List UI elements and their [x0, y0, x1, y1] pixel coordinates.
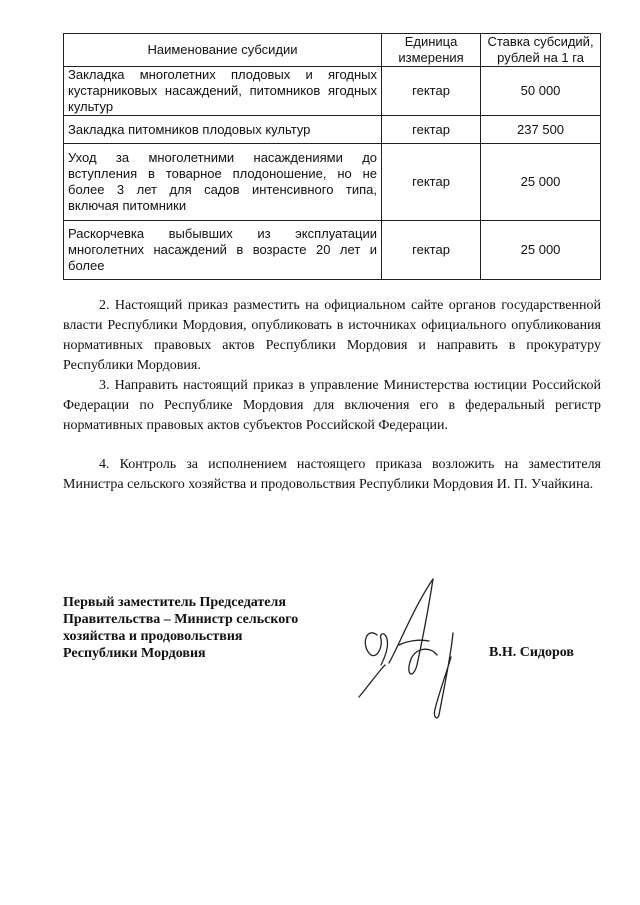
paragraph-3-text: 3. Направить настоящий приказ в управление Министерства юстиции Российской Федерации по Республике Мордовия для включения его в федеральный регистр нормативных правовых актов субъектов Российской Федерации. [63, 378, 601, 433]
table-row [64, 116, 601, 144]
header-subsidy-name: Наименование субсидии [64, 34, 382, 67]
row-unit: гектар [382, 116, 481, 144]
header-unit: Единица измерения [382, 34, 481, 67]
signatory-name: В.Н. Сидоров [489, 645, 574, 660]
row-name: Закладка многолетних плодовых и ягодных кустарниковых насаждений, питомников ягодных культур [64, 67, 382, 116]
row-name: Закладка питомников плодовых культур [64, 116, 382, 144]
row-name: Раскорчевка выбывших из эксплуатации многолетних насаждений в возрасте 20 лет и более [64, 221, 382, 280]
row-unit: гектар [382, 67, 481, 116]
signatory-title-line: Республики Мордовия [63, 646, 206, 661]
signatory-title-line: Правительства – Министр сельского [63, 612, 299, 627]
row-unit: гектар [382, 144, 481, 221]
row-rate: 50 000 [481, 67, 601, 116]
table-row [64, 144, 601, 221]
paragraph-2 [63, 296, 601, 376]
paragraph-4-text: 4. Контроль за исполнением настоящего приказа возложить на заместителя Министра сельского хозяйства и продовольствия Республики Мордовия И. П. Учайкина. [63, 457, 601, 492]
signatory-title-line: хозяйства и продовольствия [63, 629, 243, 644]
signatory-title [63, 594, 333, 662]
row-name: Уход за многолетними насаждениями до вступления в товарное плодоношение, но не более 3 лет для садов интенсивного типа, включая питомники [64, 144, 382, 221]
subsidy-table [63, 33, 601, 280]
row-rate: 25 000 [481, 144, 601, 221]
handwritten-signature [355, 575, 475, 720]
table-row [64, 67, 601, 116]
signatory-title-line: Первый заместитель Председателя [63, 595, 286, 610]
paragraph-2-text: 2. Настоящий приказ разместить на официальном сайте органов государственной власти Республики Мордовия, опубликовать в источниках официального опубликования нормативных правовых актов Республики Мордовия и направить в прокуратуру Республики Мордовия. [63, 298, 601, 373]
table-row [64, 221, 601, 280]
paragraph-3 [63, 376, 601, 436]
row-rate: 237 500 [481, 116, 601, 144]
paragraph-4 [63, 455, 601, 495]
row-rate: 25 000 [481, 221, 601, 280]
header-rate: Ставка субсидий, рублей на 1 га [481, 34, 601, 67]
row-unit: гектар [382, 221, 481, 280]
table-header-row [64, 34, 601, 67]
